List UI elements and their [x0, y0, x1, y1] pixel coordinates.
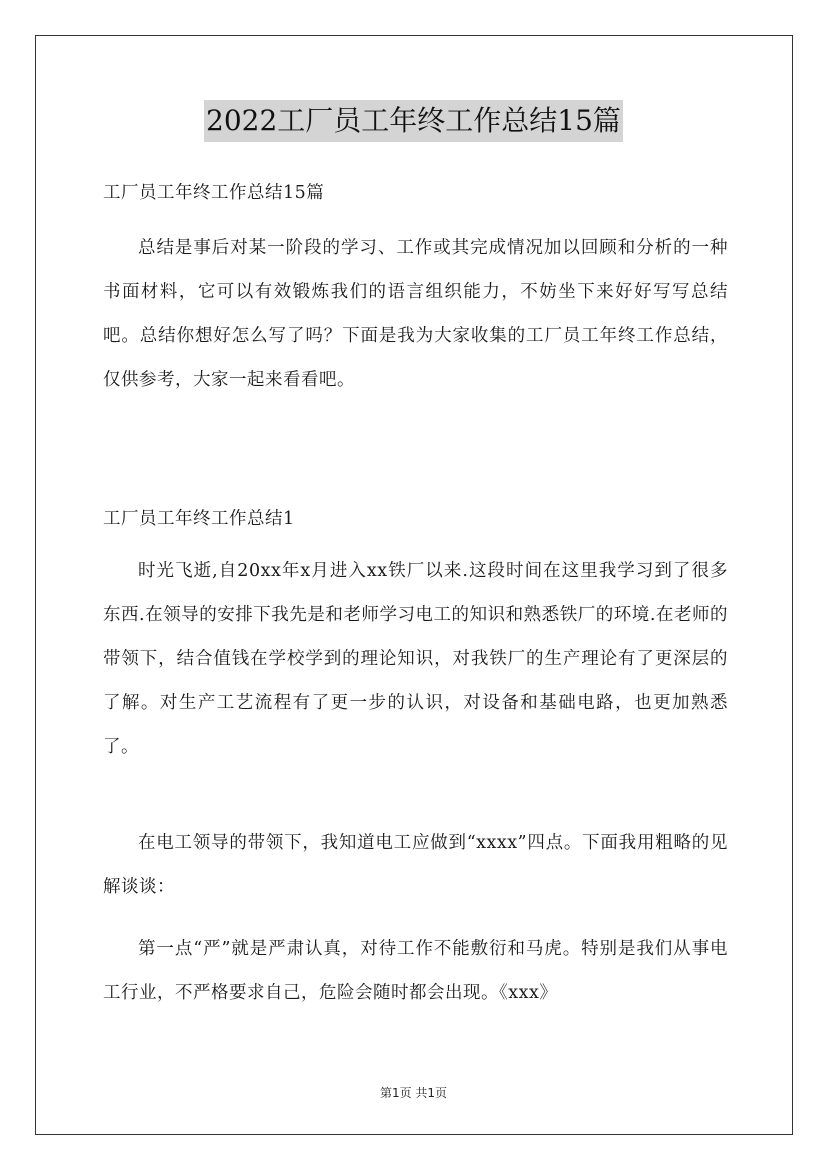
body-paragraph-2: 在电工领导的带领下，我知道电工应做到“xxxx”四点。下面我用粗略的见解谈谈：: [103, 833, 728, 897]
title-container: [0, 100, 827, 142]
intro-paragraph: 总结是事后对某一阶段的学习、工作或其完成情况加以回顾和分析的一种书面材料，它可以有效锻炼我们的语言组织能力，不妨坐下来好好写写总结吧。总结你想好怎么写了吗？下面是我为大家收集的工厂员工年终工作总结，仅供参考，大家一起来看看吧。: [103, 238, 728, 390]
body-paragraph-1: 时光飞逝,自20xx年x月进入xx铁厂以来.这段时间在这里我学习到了很多东西.在领导的安排下我先是和老师学习电工的知识和熟悉铁厂的环境.在老师的带领下，结合值钱在学校学到的理论知识，对我铁厂的生产理论有了更深层的了解。对生产工艺流程有了更一步的认识，对设备和基础电路，也更加熟悉了。: [103, 561, 728, 757]
section-heading-1: 工厂员工年终工作总结1: [103, 509, 295, 529]
body-paragraph-3: 第一点“严”就是严肃认真，对待工作不能敷衍和马虎。特别是我们从事电工行业，不严格要求自己，危险会随时都会出现。《xxx》: [103, 939, 728, 1003]
document-subtitle: 工厂员工年终工作总结15篇: [103, 183, 325, 203]
page-footer: 第1页 共1页: [379, 1086, 448, 1100]
document-title: 2022工厂员工年终工作总结15篇: [204, 100, 623, 142]
